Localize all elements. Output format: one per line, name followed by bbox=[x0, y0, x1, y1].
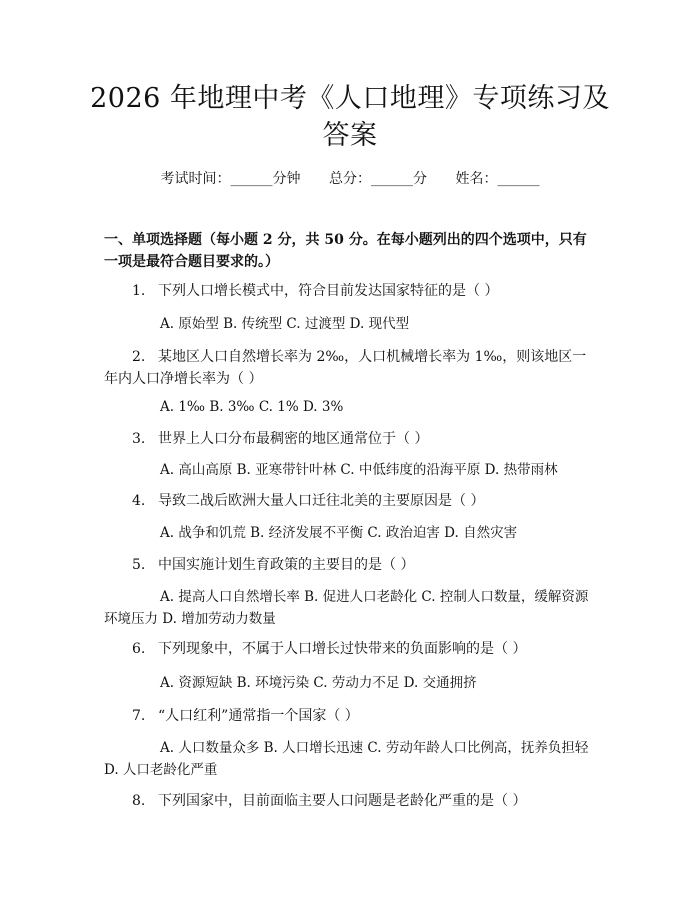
question-text: 下列人口增长模式中，符合目前发达国家特征的是（ ） bbox=[158, 283, 499, 299]
question-8 bbox=[104, 790, 594, 812]
question-text: 下列国家中，目前面临主要人口问题是老龄化严重的是（ ） bbox=[158, 793, 527, 809]
question-text: 中国实施计划生育政策的主要目的是（ ） bbox=[158, 557, 415, 573]
student-name: 姓名：______ bbox=[455, 171, 540, 187]
question-number: 5. bbox=[132, 557, 146, 573]
question-6-options: A. 资源短缺 B. 环境污染 C. 劳动力不足 D. 交通拥挤 bbox=[160, 675, 477, 691]
question-2 bbox=[104, 346, 594, 390]
question-4-options: A. 战争和饥荒 B. 经济发展不平衡 C. 政治迫害 D. 自然灾害 bbox=[160, 525, 518, 541]
question-number: 4. bbox=[132, 493, 146, 509]
question-5 bbox=[104, 554, 594, 576]
question-number: 1. bbox=[132, 283, 146, 299]
question-1-options: A. 原始型 B. 传统型 C. 过渡型 D. 现代型 bbox=[160, 316, 410, 332]
question-text: 下列现象中，不属于人口增长过快带来的负面影响的是（ ） bbox=[158, 641, 527, 657]
question-number: 6. bbox=[132, 641, 146, 657]
question-1 bbox=[104, 280, 594, 302]
question-text: 某地区人口自然增长率为 2‰，人口机械增长率为 1‰，则该地区一年内人口净增长率为（ ） bbox=[104, 349, 587, 387]
question-7-options: A. 人口数量众多 B. 人口增长迅速 C. 劳动年龄人口比例高，抚养负担轻 D. 人口老龄化严重 bbox=[104, 740, 589, 778]
question-text: 导致二战后欧洲大量人口迁往北美的主要原因是（ ） bbox=[158, 493, 485, 509]
page-title: 2026 年地理中考《人口地理》专项练习及答案 bbox=[90, 83, 610, 151]
question-3-options: A. 高山高原 B. 亚寒带针叶林 C. 中低纬度的沿海平原 D. 热带雨林 bbox=[160, 462, 558, 478]
question-text: 世界上人口分布最稠密的地区通常位于（ ） bbox=[158, 431, 429, 447]
question-number: 8. bbox=[132, 793, 146, 809]
question-number: 3. bbox=[132, 431, 146, 447]
exam-meta-line bbox=[0, 168, 700, 188]
question-number: 7. bbox=[132, 708, 146, 724]
question-number: 2. bbox=[132, 349, 146, 365]
question-2-options: A. 1‰ B. 3‰ C. 1% D. 3% bbox=[160, 399, 344, 415]
question-text: “人口红利”通常指一个国家（ ） bbox=[158, 708, 359, 724]
total-score: 总分：______分 bbox=[329, 171, 427, 187]
exam-time: 考试时间：______分钟 bbox=[160, 171, 301, 187]
question-4 bbox=[104, 490, 594, 512]
question-3 bbox=[104, 428, 594, 450]
question-7 bbox=[104, 705, 594, 727]
question-6 bbox=[104, 638, 594, 660]
question-5-options: A. 提高人口自然增长率 B. 促进人口老龄化 C. 控制人口数量，缓解资源环境压力 D. 增加劳动力数量 bbox=[104, 589, 589, 627]
section-heading: 一、单项选择题（每小题 2 分，共 50 分。在每小题列出的四个选项中，只有一项是最符合题目要求的。） bbox=[104, 232, 587, 270]
